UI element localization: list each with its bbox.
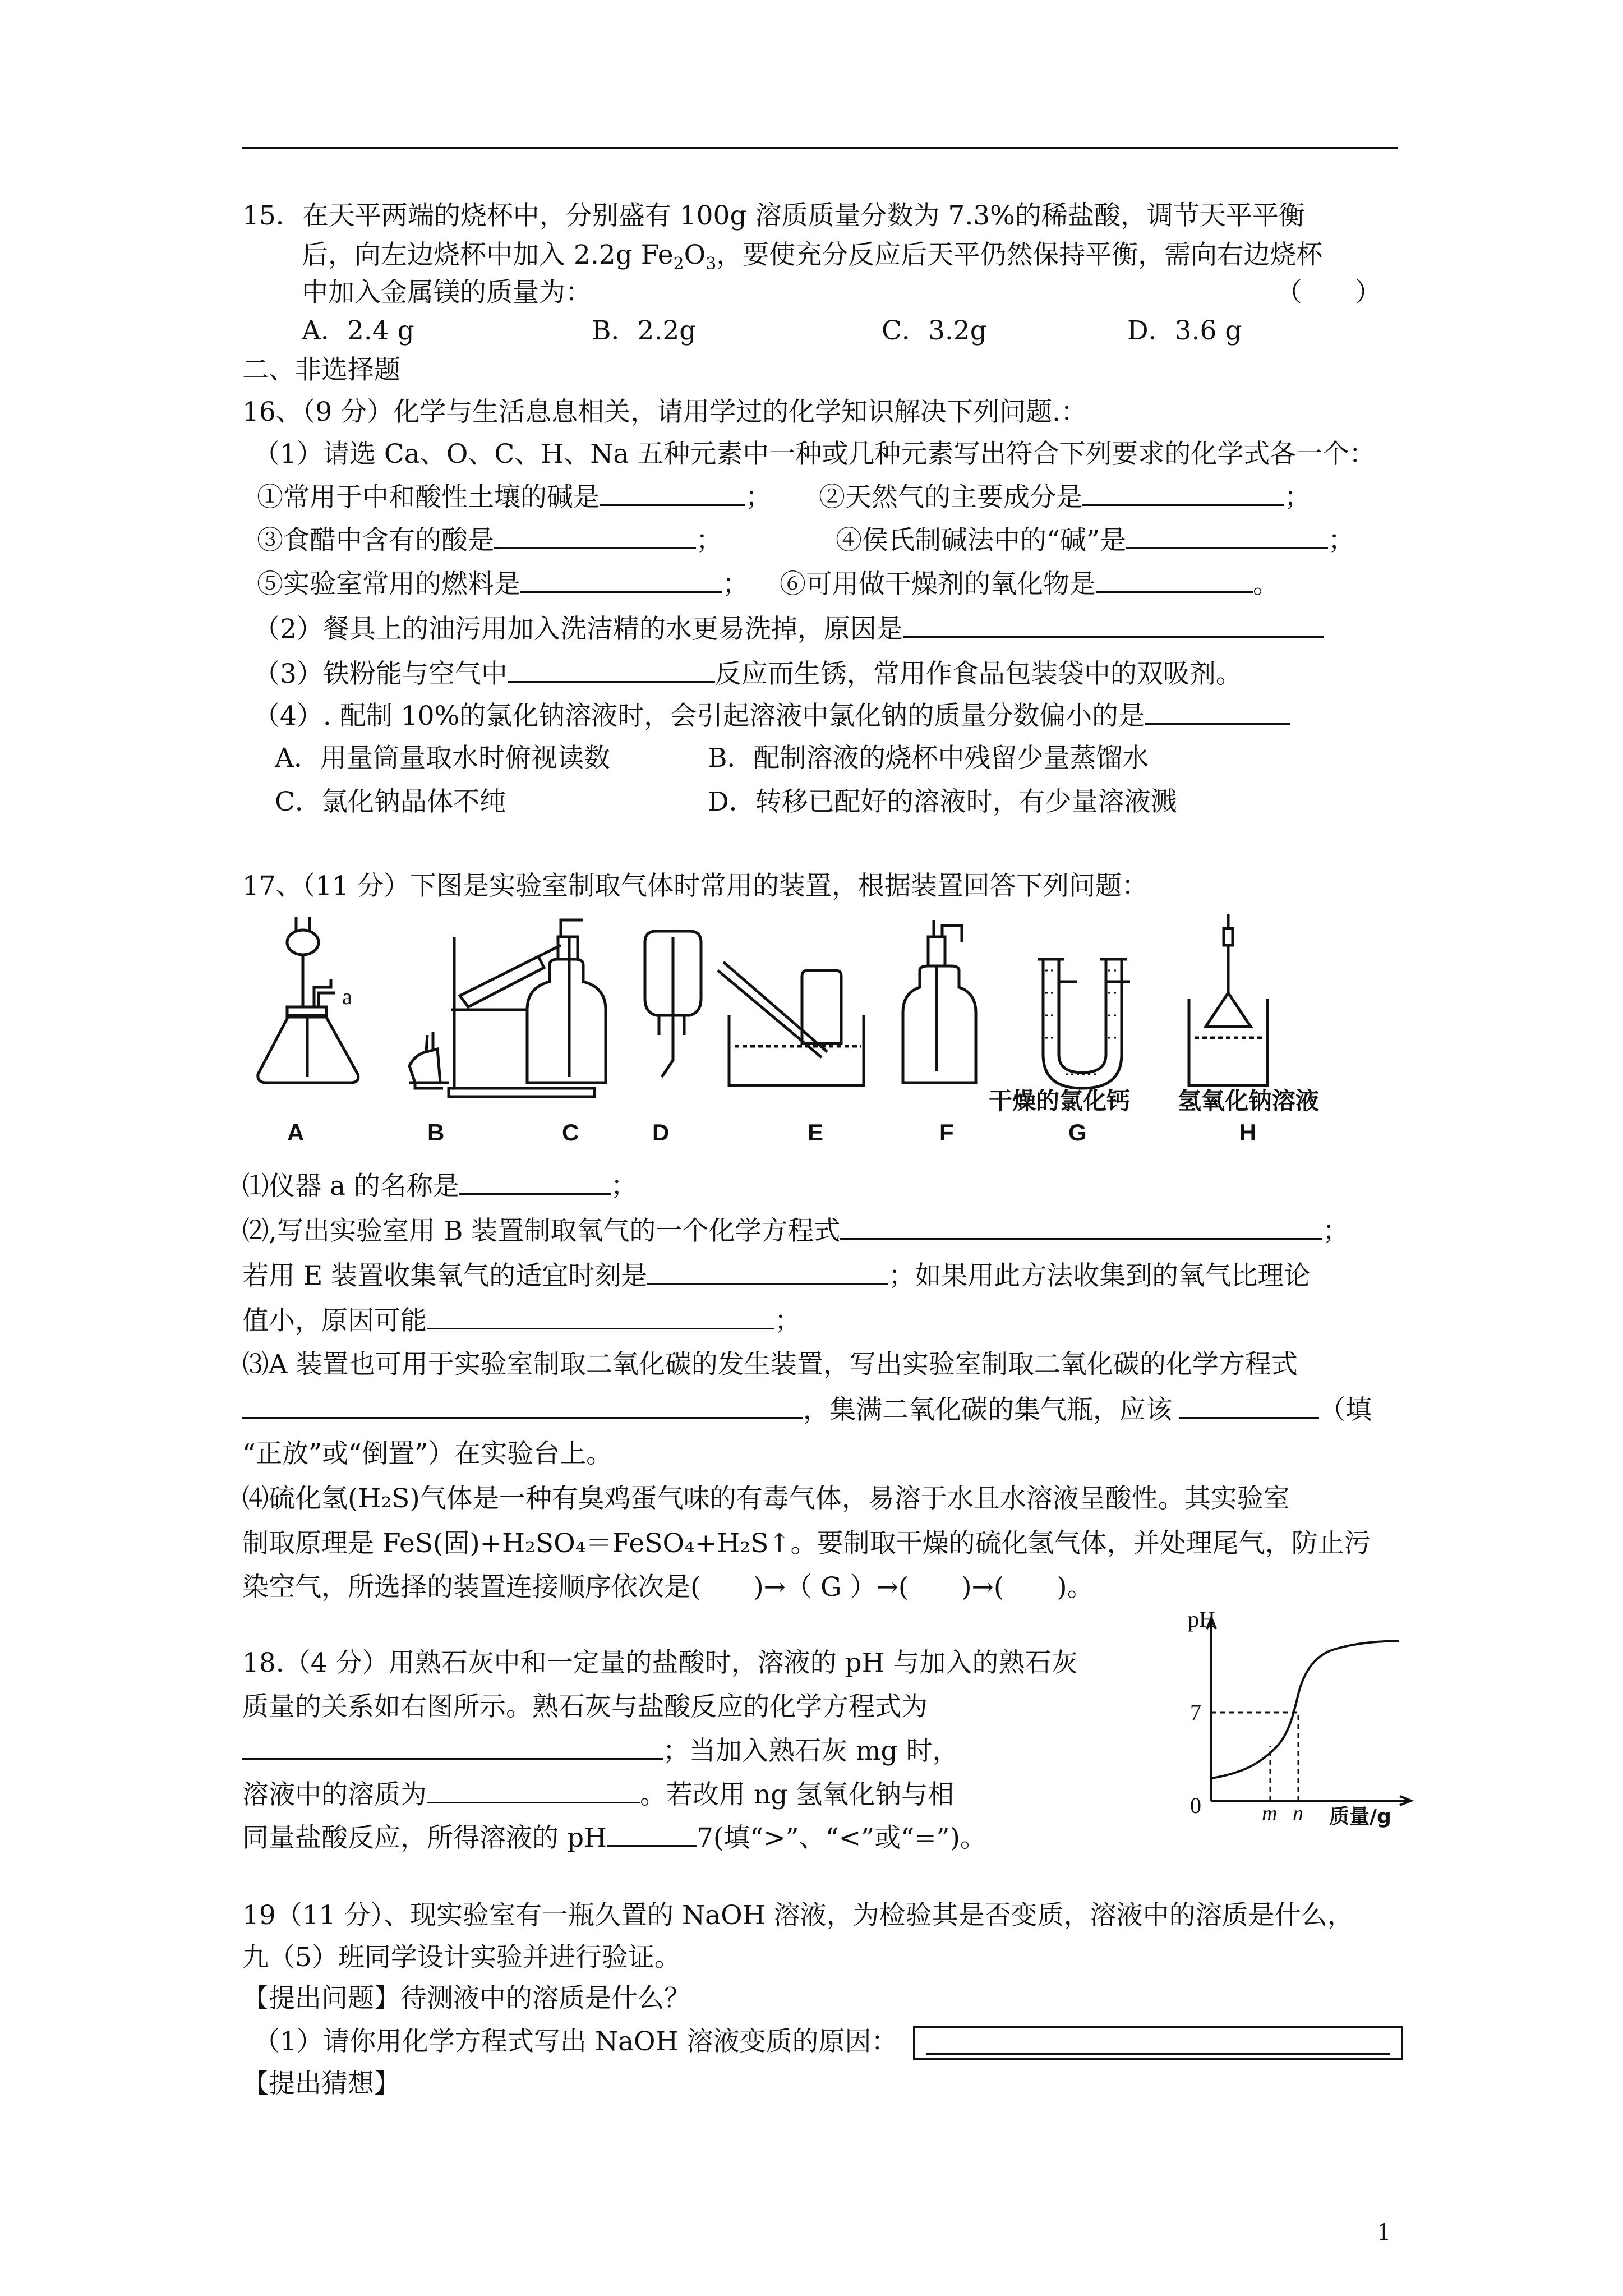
q17-sub5: ⑶A 装置也可用于实验室制取二氧化碳的发生装置，写出实验室制取二氧化碳的化学方程式 [242,1349,1298,1380]
q17-sub10: 染空气，所选择的装置连接顺序依次是( )→（ G ）→( )→( )。 [242,1572,1094,1603]
label-device-a: A [287,1119,305,1145]
answer-box[interactable] [913,2026,1403,2060]
q15-option-d: D．3.6 g [1127,315,1242,346]
q16-option-b: B．配制溶液的烧杯中残留少量蒸馏水 [708,743,1149,774]
ph-chart [1178,1610,1424,1834]
q18-line3: ；当加入熟石灰 mg 时， [242,1733,959,1768]
q15-line1: 15．在天平两端的烧杯中，分别盛有 100g 溶质质量分数为 7.3%的稀盐酸，调节天平平衡 [242,200,1305,231]
answer-blank[interactable] [1126,523,1328,549]
section-heading: 二、非选择题 [242,355,400,385]
answer-blank[interactable] [242,1392,803,1419]
label-device-h: H [1239,1119,1257,1145]
x-tick-n: n [1293,1802,1303,1825]
q18-line4: 溶液中的溶质为 。若改用 ng 氢氧化钠与相 [242,1777,954,1812]
answer-blank[interactable] [1096,567,1253,593]
apparatus-h-beaker [1189,914,1267,1085]
answer-blank[interactable] [494,523,696,549]
q16-part4: （4）. 配制 10%的氯化钠溶液时，会引起溶液中氯化钠的质量分数偏小的是 [253,698,1290,733]
q17-sub7: “正放”或“倒置”）在实验台上。 [242,1438,613,1469]
q15-line2: 后，向左边烧杯中加入 2.2g $Fe_2O_3$，要使充分反应后天平仍然保持平衡，需向右边烧杯 [302,240,1323,274]
answer-paren: （ ） [1276,277,1381,308]
q17-sub9: 制取原理是 FeS(固)+H₂SO₄＝FeSO₄+H₂S↑。要制取干燥的硫化氢气体，并处理尾气，防止污 [242,1528,1371,1559]
q16-part2: （2）餐具上的油污用加入洗洁精的水更易洗掉，原因是 [253,611,1324,646]
caption-g: 干燥的氯化钙 [989,1087,1131,1115]
apparatus-c-bottle [527,914,606,1083]
q16-item4: ④侯氏制碱法中的“碱”是 ； [836,523,1354,558]
answer-blank[interactable] [647,1258,888,1285]
q19-line1: 19（11 分）、现实验室有一瓶久置的 NaOH 溶液，为检验其是否变质，溶液中的溶质是什么， [242,1900,1354,1931]
answer-blank[interactable] [903,611,1324,638]
q17-sub2: ⑵,写出实验室用 B 装置制取氧气的一个化学方程式 ； [242,1213,1349,1248]
label-device-e: E [808,1119,824,1145]
apparatus-d-inverted [645,931,701,1077]
q17-sub6: ，集满二氧化碳的集气瓶，应该 （填 [242,1392,1372,1427]
q19-line4: （1）请你用化学方程式写出 NaOH 溶液变质的原因： [253,2026,898,2057]
q17-sub8: ⑷硫化氢(H₂S)气体是一种有臭鸡蛋气味的有毒气体，易溶于水且水溶液呈酸性。其实验室 [242,1483,1290,1514]
answer-blank[interactable] [459,1168,611,1195]
answer-blank[interactable] [508,656,715,683]
page-number: 1 [1377,2220,1391,2246]
answer-blank[interactable] [1145,698,1290,725]
ph-curve [1211,1641,1399,1778]
y-axis-label: pH [1188,1610,1215,1632]
caption-h: 氢氧化钠溶液 [1178,1087,1320,1115]
q16-option-c: C．氯化钠晶体不纯 [275,786,506,817]
q17-title: 17、（11 分）下图是实验室制取气体时常用的装置，根据装置回答下列问题： [242,871,1149,901]
answer-blank[interactable] [840,1213,1322,1240]
q16-part1: （1）请选 Ca、O、C、H、Na 五种元素中一种或几种元素写出符合下列要求的化学式各一个： [253,439,1376,470]
q19-line2: 九（5）班同学设计实验并进行验证。 [242,1942,681,1973]
q15-option-c: C．3.2g [882,315,987,346]
answer-blank[interactable] [427,1303,774,1329]
q19-line3: 【提出问题】待测液中的溶质是什么？ [242,1983,690,2014]
answer-blank[interactable] [427,1777,640,1803]
answer-blank[interactable] [600,480,745,506]
q15-line3: 中加入金属镁的质量为： [302,277,592,308]
apparatus-g-utube [1038,959,1130,1088]
answer-blank[interactable] [520,567,722,593]
q18-line1: 18.（4 分）用熟石灰中和一定量的盐酸时，溶液的 pH 与加入的熟石灰 [242,1648,1078,1678]
q18-line2: 质量的关系如右图所示。熟石灰与盐酸反应的化学方程式为 [242,1691,928,1722]
q19-line5: 【提出猜想】 [242,2068,400,2099]
answer-blank[interactable] [1082,480,1284,506]
q16-item1: ①常用于中和酸性土壤的碱是 ； [257,480,772,514]
apparatus-f-bottle [903,920,976,1083]
q16-title: 16、（9 分）化学与生活息息相关，请用学过的化学知识解决下列问题.： [242,397,1087,427]
q17-sub3: 若用 E 装置收集氧气的适宜时刻是 ；如果用此方法收集到的氧气比理论 [242,1258,1310,1293]
x-axis-label: 质量/g [1329,1805,1391,1828]
q18-line5: 同量盐酸反应，所得溶液的 pH 7(填“>”、“<”或“=”)。 [242,1820,986,1855]
header-rule [242,147,1398,149]
label-device-d: D [652,1119,670,1145]
label-a: a [342,984,352,1009]
q17-sub1: ⑴仪器 a 的名称是 ； [242,1168,637,1203]
origin-label: 0 [1190,1793,1201,1818]
answer-blank[interactable] [607,1820,697,1847]
label-device-c: C [562,1119,579,1145]
q16-option-d: D．转移已配好的溶液时，有少量溶液溅 [708,786,1177,817]
label-device-f: F [939,1119,954,1145]
apparatus-b-heating [409,937,594,1097]
q15-option-b: B．2.2g [592,315,697,346]
q17-sub4: 值小，原因可能 ； [242,1303,801,1338]
q16-option-a: A．用量筒量取水时俯视读数 [275,743,610,774]
q16-item5: ⑤实验室常用的燃料是 ； [257,567,749,601]
q15-option-a: A．2.4 g [302,315,414,346]
q16-item3: ③食醋中含有的酸是 ； [257,523,722,558]
answer-blank[interactable] [1179,1392,1319,1419]
q16-part3: （3）铁粉能与空气中 反应而生锈，常用作食品包装袋中的双吸剂。 [253,656,1242,691]
q16-item2: ②天然气的主要成分是 ； [819,480,1311,514]
label-device-b: B [427,1119,445,1145]
apparatus-figure [247,914,1357,1111]
q16-item6: ⑥可用做干燥剂的氧化物是 。 [780,567,1279,601]
label-device-g: G [1068,1119,1087,1145]
y-tick-7: 7 [1190,1700,1201,1725]
answer-blank[interactable] [242,1733,663,1760]
apparatus-e-trough [718,962,864,1085]
x-tick-m: m [1262,1802,1278,1825]
